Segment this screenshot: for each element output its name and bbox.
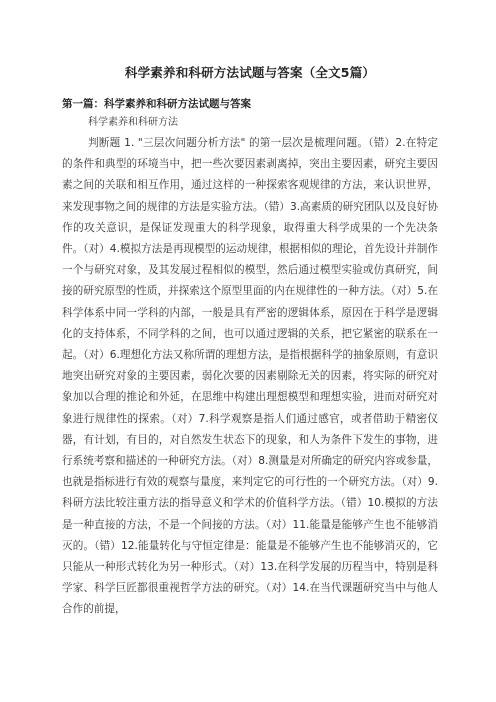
document-title: 科学素养和科研方法试题与答案（全文5篇）	[124, 65, 376, 80]
section-heading: 第一篇：科学素养和科研方法试题与答案	[62, 98, 251, 110]
body-paragraph: 判断题 1. "三层次问题分析方法" 的第一层次是梳理问题。（错）2.在特定的条件和典型的环境当中，把一些次要因素剥离掉，突出主要因素，研究主要因素之间的关联和相互作用，通过这样的一种探索客观规律的方法，来认识世界，来发现事物之间的规律的方法是实验方法。（错）3.高素质的研究团队以及良好协作的攻关意识，是保证发现重大的科学现象，取得重大科学成果的一个先决条件。（对）4.模拟方法是再现模型的运动规律，根据相似的理论，首先设计并制作一个与研究对象，及其发展过程相似的模型，然后通过模型实验或仿真研究，间接的研究原型的性质，并探索这个原型里面的内在规律性的一种方法。（对）5.在科学体系中同一学科的内部，一般是具有严密的逻辑体系，原因在于科学是逻辑化的支持体系，不同学科的之间，也可以通过逻辑的关系，把它紧密的联系在一起。（对）6.理想化方法又称所谓的理想方法，是指根据科学的抽象原则，有意识地突出研究对象的主要因素，弱化次要的因素剔除无关的因素，将实际的研究对象加以合理的推论和外延，在思维中构建出理想模型和理想实验，进而对研究对象进行规律性的探索。（对）7.科学观察是指人们通过感官，或者借助于精密仪器，有计划，有目的，对自然发生状态下的现象，和人为条件下发生的事物，进行系统考察和描述的一种研究方法。（对）8.测量是对所确定的研究内容或参量，也就是指标进行有效的观察与量度，来判定它的可行性的一个研究方法。（对）9.科研方法比较注重方法的指导意义和学术的价值科学方法。（错）10.模拟的方法是一种直接的方法，不是一个间接的方法。（对）11.能量是能够产生也不能够消灭的。（错）12.能量转化与守恒定律是：能量是不能够产生也不能够消灭的，它只能从一种形式转化为另一种形式。（对）13.在科学发展的历程当中，特别是科学家、科学巨匠都很重视哲学方法的研究。（对）14.在当代课题研究当中与他人合作的前提，	[62, 137, 438, 616]
sub-heading: 科学素养和科研方法	[88, 117, 178, 128]
